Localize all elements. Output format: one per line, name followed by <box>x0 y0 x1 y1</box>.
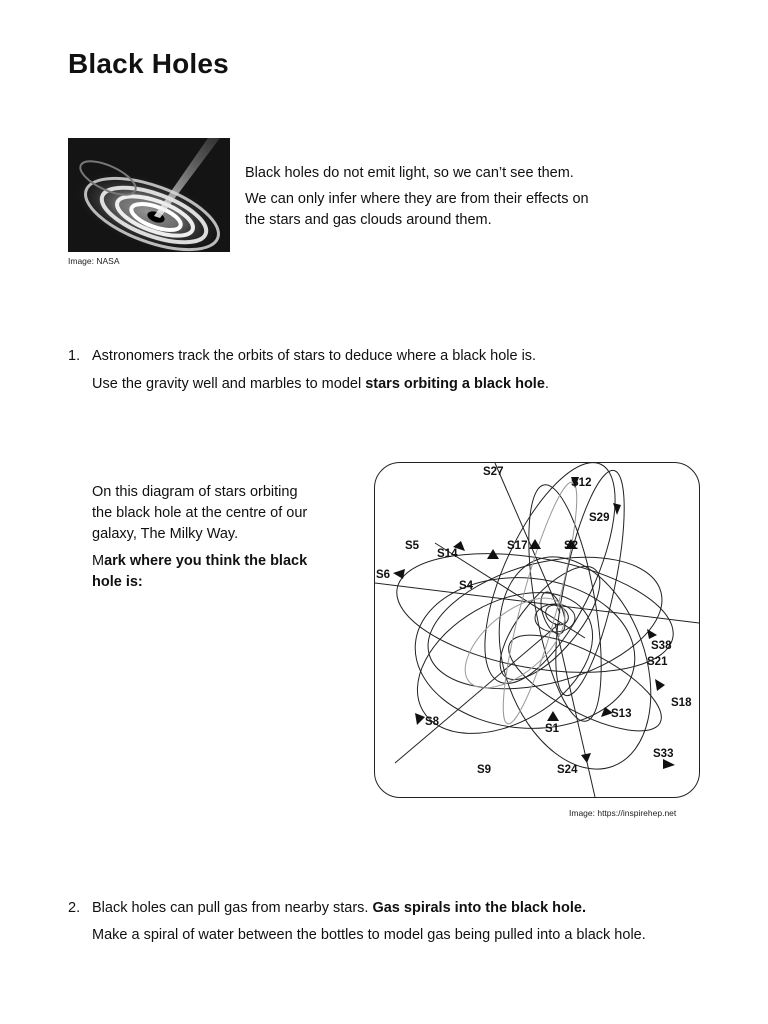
star-label-s29: S29 <box>589 512 610 524</box>
intro-line-1: Black holes do not emit light, so we can’t see them. <box>245 165 574 181</box>
q2-line-1-bold: Gas spirals into the black hole. <box>372 900 587 916</box>
intro-line-2b: the stars and gas clouds around them. <box>245 212 492 228</box>
q1-mark-bold-1: ark where you think the black <box>104 553 308 569</box>
star-label-s24: S24 <box>557 764 578 776</box>
star-label-s27: S27 <box>483 466 504 478</box>
star-label-s5: S5 <box>405 540 420 552</box>
q2-line-2: Make a spiral of water between the bottles to model gas being pulled into a black hole. <box>92 927 646 943</box>
star-label-s14: S14 <box>437 548 458 560</box>
q1-desc-1: On this diagram of stars orbiting <box>92 484 298 500</box>
star-label-s8: S8 <box>425 716 440 728</box>
star-label-s18: S18 <box>671 697 692 709</box>
q1-mark-prefix: M <box>92 553 105 569</box>
q1-line-2 <box>92 374 549 395</box>
star-label-s2: S2 <box>564 540 579 552</box>
q1-desc-3: galaxy, The Milky Way. <box>92 526 239 542</box>
intro-line-2a: We can only infer where they are from their effects on <box>245 191 589 207</box>
star-label-s6: S6 <box>376 569 391 581</box>
page-title: Black Holes <box>68 48 229 79</box>
star-orbit-diagram[interactable] <box>374 462 700 798</box>
q1-mark-bold-2: hole is: <box>92 574 143 590</box>
q1-desc-2: the black hole at the centre of our <box>92 505 308 521</box>
image-caption-nasa: Image: NASA <box>68 256 120 266</box>
q1-number: 1. <box>68 348 81 364</box>
star-label-s13: S13 <box>611 708 632 720</box>
q2-line-1-text: Black holes can pull gas from nearby stars. <box>92 900 373 916</box>
q2-number: 2. <box>68 900 81 916</box>
q1-mark-line-1 <box>92 551 307 572</box>
q1-line-2-text: Use the gravity well and marbles to model <box>92 376 366 392</box>
q1-line-2-end: . <box>544 376 549 392</box>
black-hole-image <box>68 138 230 252</box>
q1-mark-line-2 <box>92 572 143 593</box>
star-label-s33: S33 <box>653 748 674 760</box>
star-label-s12: S12 <box>571 477 592 489</box>
star-label-s21: S21 <box>647 656 668 668</box>
star-label-s17: S17 <box>507 540 528 552</box>
star-label-s4: S4 <box>459 580 474 592</box>
q2-line-1 <box>92 898 586 919</box>
star-label-s38: S38 <box>651 640 672 652</box>
q1-line-2-bold: stars orbiting a black hole <box>365 376 545 392</box>
orbit-drawing <box>375 463 699 797</box>
q1-line-1: Astronomers track the orbits of stars to deduce where a black hole is. <box>92 348 537 364</box>
star-label-s9: S9 <box>477 764 492 776</box>
star-label-s1: S1 <box>545 723 560 735</box>
image-caption-inspirehep: Image: https://inspirehep.net <box>569 808 677 818</box>
